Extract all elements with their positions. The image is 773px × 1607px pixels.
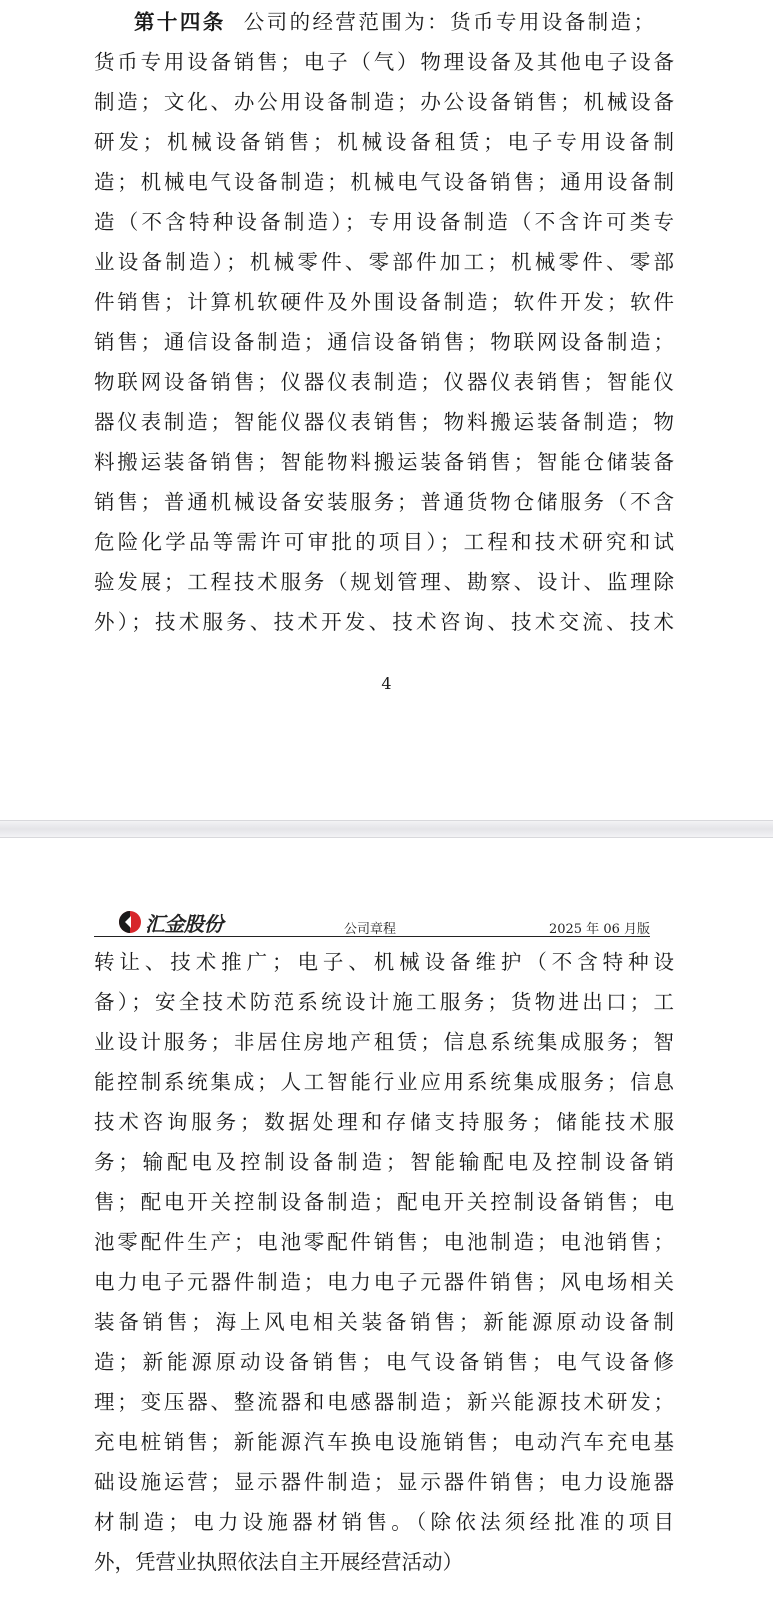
text-line: 研发；机械设备销售；机械设备租赁；电子专用设备制 bbox=[94, 130, 674, 154]
text-line: 制造；文化、办公用设备制造；办公设备销售；机械设备 bbox=[94, 90, 674, 114]
page-number: 4 bbox=[381, 674, 392, 693]
text-line: 材制造；电力设施器材销售。（除依法须经批准的项目 bbox=[94, 1510, 674, 1534]
text-line: 物联网设备销售；仪器仪表制造；仪器仪表销售；智能仪 bbox=[94, 370, 674, 394]
document-title: 公司章程 bbox=[344, 922, 397, 937]
text-line: 售；配电开关控制设备制造；配电开关控制设备销售；电 bbox=[94, 1190, 674, 1214]
text-line: 公司的经营范围为：货币专用设备制造； bbox=[243, 10, 655, 34]
article-label: 第十四条 bbox=[134, 10, 226, 34]
logo-mark-icon bbox=[118, 910, 142, 934]
text-line: 技术咨询服务；数据处理和存储支持服务；储能技术服 bbox=[94, 1110, 674, 1134]
text-line: 业设计服务；非居住房地产租赁；信息系统集成服务；智 bbox=[94, 1030, 674, 1054]
text-line: 外，凭营业执照依法自主开展经营活动） bbox=[94, 1550, 463, 1574]
logo-text: 汇金股份 bbox=[145, 911, 223, 936]
header-rule bbox=[94, 936, 650, 937]
document-version: 2025 年 06 月版 bbox=[548, 922, 650, 937]
text-line: 能控制系统集成；人工智能行业应用系统集成服务；信息 bbox=[94, 1070, 674, 1094]
text-line: 料搬运装备销售；智能物料搬运装备销售；智能仓储装备 bbox=[94, 450, 674, 474]
text-line: 充电桩销售；新能源汽车换电设施销售；电动汽车充电基 bbox=[94, 1430, 674, 1454]
document-page-5 bbox=[0, 838, 773, 1607]
text-line: 造（不含特种设备制造）；专用设备制造（不含许可类专 bbox=[94, 210, 674, 234]
text-line: 务；输配电及控制设备制造；智能输配电及控制设备销 bbox=[94, 1150, 674, 1174]
company-logo bbox=[118, 908, 223, 936]
page-header bbox=[94, 904, 650, 938]
text-line: 销售；普通机械设备安装服务；普通货物仓储服务（不含 bbox=[94, 490, 674, 514]
text-line: 业设备制造）；机械零件、零部件加工；机械零件、零部 bbox=[94, 250, 674, 274]
text-line: 件销售；计算机软硬件及外围设备制造；软件开发；软件 bbox=[94, 290, 674, 314]
text-line: 电力电子元器件制造；电力电子元器件销售；风电场相关 bbox=[94, 1270, 674, 1294]
text-line: 装备销售；海上风电相关装备销售；新能源原动设备制 bbox=[94, 1310, 674, 1334]
text-line: 池零配件生产；电池零配件销售；电池制造；电池销售； bbox=[94, 1230, 674, 1254]
text-line: 造；机械电气设备制造；机械电气设备销售；通用设备制 bbox=[94, 170, 674, 194]
text-line: 验发展；工程技术服务（规划管理、勘察、设计、监理除 bbox=[94, 570, 674, 594]
text-line: 销售；通信设备制造；通信设备销售；物联网设备制造； bbox=[94, 330, 674, 354]
text-line: 转让、技术推广；电子、机械设备维护（不含特种设 bbox=[94, 950, 674, 974]
text-line: 货币专用设备销售；电子（气）物理设备及其他电子设备 bbox=[94, 50, 674, 74]
text-line: 器仪表制造；智能仪器仪表销售；物料搬运装备制造；物 bbox=[94, 410, 674, 434]
page-separator bbox=[0, 820, 773, 838]
text-line: 理；变压器、整流器和电感器制造；新兴能源技术研发； bbox=[94, 1390, 674, 1414]
text-line: 外）；技术服务、技术开发、技术咨询、技术交流、技术 bbox=[94, 610, 674, 634]
article-first-line bbox=[134, 8, 654, 36]
text-line: 础设施运营；显示器件制造；显示器件销售；电力设施器 bbox=[94, 1470, 674, 1494]
text-line: 备）；安全技术防范系统设计施工服务；货物进出口；工 bbox=[94, 990, 674, 1014]
text-line: 造；新能源原动设备销售；电气设备销售；电气设备修 bbox=[94, 1350, 674, 1374]
text-line: 危险化学品等需许可审批的项目）；工程和技术研究和试 bbox=[94, 530, 674, 554]
